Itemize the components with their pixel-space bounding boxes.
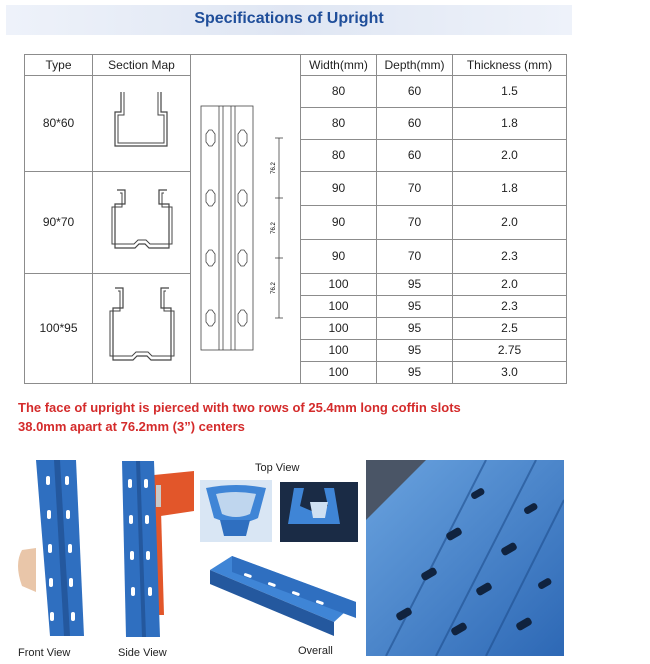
spacing-label-2: 76.2 [271, 222, 277, 234]
page-title: Specifications of Upright [194, 10, 384, 27]
slot-note-line-1: The face of upright is pierced with two rows of 25.4mm long coffin slots [18, 400, 461, 415]
thickness-cell: 2.3 [453, 295, 567, 317]
depth-cell: 95 [377, 317, 453, 339]
caption-side-view: Side View [118, 647, 167, 659]
section-profile-90x70 [93, 174, 189, 270]
thickness-cell: 1.5 [453, 76, 567, 108]
perforation-drawing-cell [191, 55, 301, 384]
depth-cell: 95 [377, 361, 453, 383]
section-profile-80x60 [93, 78, 189, 168]
thickness-cell: 1.8 [453, 107, 567, 139]
thickness-cell: 2.0 [453, 139, 567, 171]
width-cell: 100 [301, 317, 377, 339]
section-map-cell [93, 171, 191, 273]
type-cell: 90*70 [25, 171, 93, 273]
thickness-cell: 2.75 [453, 339, 567, 361]
depth-cell: 60 [377, 139, 453, 171]
header-section-map: Section Map [93, 55, 191, 76]
top-view-photo-right [280, 482, 358, 542]
depth-cell: 95 [377, 273, 453, 295]
width-cell: 100 [301, 339, 377, 361]
caption-front-view: Front View [18, 647, 71, 659]
header-type: Type [25, 55, 93, 76]
width-cell: 90 [301, 239, 377, 273]
depth-cell: 60 [377, 76, 453, 108]
width-cell: 80 [301, 107, 377, 139]
section-map-cell [93, 76, 191, 172]
width-cell: 80 [301, 76, 377, 108]
title-banner [6, 5, 572, 35]
depth-cell: 60 [377, 107, 453, 139]
side-view-photo [112, 455, 198, 643]
caption-top-view: Top View [255, 462, 300, 474]
thickness-cell: 2.3 [453, 239, 567, 273]
spec-table [24, 54, 567, 384]
table-header-row [25, 55, 567, 76]
width-cell: 100 [301, 273, 377, 295]
top-view-photo-left [200, 480, 272, 542]
depth-cell: 95 [377, 339, 453, 361]
thickness-cell: 2.5 [453, 317, 567, 339]
caption-overall: Overall [298, 645, 333, 657]
slot-note [18, 398, 618, 436]
front-view-photo [14, 452, 104, 642]
section-map-cell [93, 273, 191, 383]
depth-cell: 70 [377, 171, 453, 205]
width-cell: 100 [301, 361, 377, 383]
type-cell: 100*95 [25, 273, 93, 383]
header-width: Width(mm) [301, 55, 377, 76]
width-cell: 90 [301, 171, 377, 205]
width-cell: 100 [301, 295, 377, 317]
type-cell: 80*60 [25, 76, 93, 172]
thickness-cell: 2.0 [453, 205, 567, 239]
spacing-label-3: 76.2 [271, 282, 277, 294]
spacing-label-1: 76.2 [271, 162, 277, 174]
closeup-photo [366, 460, 564, 656]
section-profile-100x95 [93, 276, 189, 380]
header-depth: Depth(mm) [377, 55, 453, 76]
width-cell: 90 [301, 205, 377, 239]
thickness-cell: 3.0 [453, 361, 567, 383]
slot-note-line-2: 38.0mm apart at 76.2mm (3”) centers [18, 419, 245, 434]
perforation-drawing [191, 64, 301, 374]
depth-cell: 70 [377, 205, 453, 239]
depth-cell: 70 [377, 239, 453, 273]
thickness-cell: 1.8 [453, 171, 567, 205]
thickness-cell: 2.0 [453, 273, 567, 295]
overall-photo [204, 550, 360, 642]
depth-cell: 95 [377, 295, 453, 317]
width-cell: 80 [301, 139, 377, 171]
header-thickness: Thickness (mm) [453, 55, 567, 76]
